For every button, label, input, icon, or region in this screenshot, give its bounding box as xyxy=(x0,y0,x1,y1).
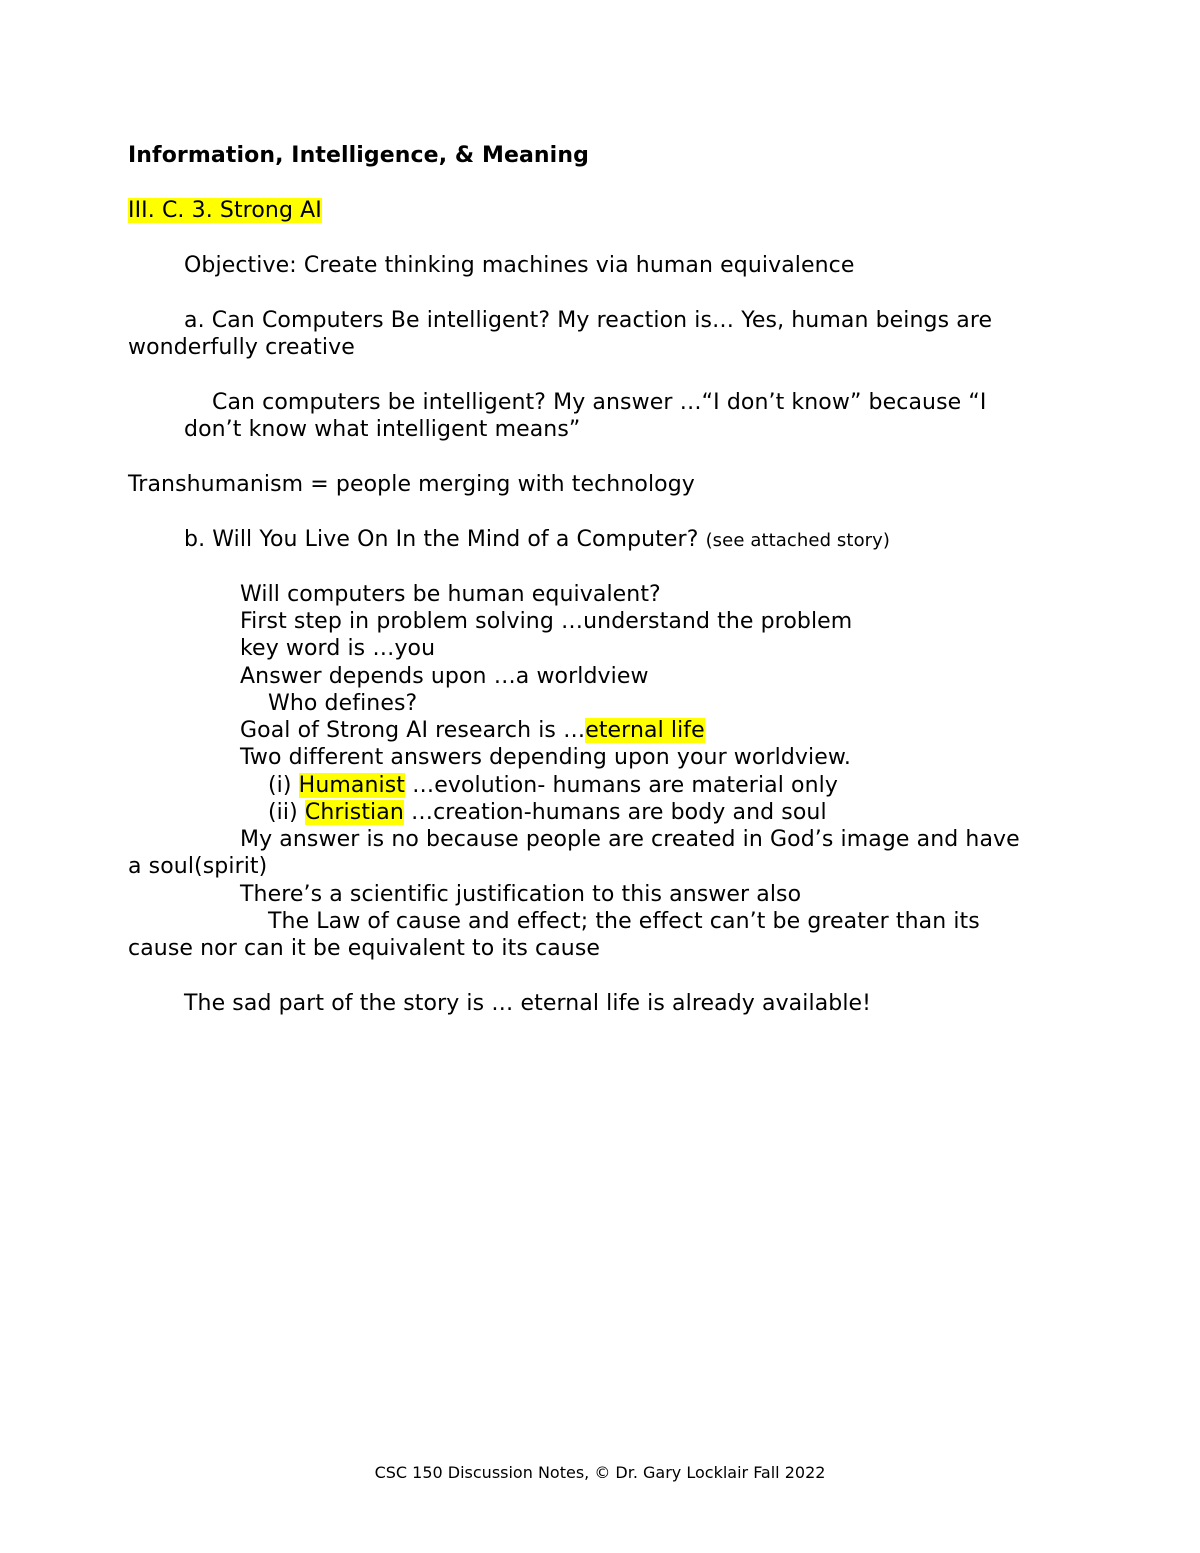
humanist-highlight: Humanist xyxy=(298,773,406,798)
humanist-prefix: (i) xyxy=(268,773,299,798)
page-footer: CSC 150 Discussion Notes, © Dr. Gary Locklair Fall 2022 xyxy=(374,1463,826,1482)
scientific-line: There’s a scientific justification to this answer also xyxy=(240,882,802,907)
goal-prefix: Goal of Strong AI research is … xyxy=(240,718,586,743)
two-answers-line: Two different answers depending upon your worldview. xyxy=(240,745,852,770)
question-line: Who defines? xyxy=(268,691,418,716)
humanist-rest: …evolution- humans are material only xyxy=(405,773,838,798)
humanist-line xyxy=(268,772,838,799)
christian-line xyxy=(268,799,827,826)
law-line1: The Law of cause and effect; the effect can’t be greater than its xyxy=(268,909,980,934)
section-heading xyxy=(128,197,322,224)
christian-prefix: (ii) xyxy=(268,800,305,825)
question-line: First step in problem solving …understand the problem xyxy=(240,609,853,634)
christian-highlight: Christian xyxy=(304,800,404,825)
transhumanism-text: Transhumanism = people merging with technology xyxy=(128,472,695,497)
question-line: key word is …you xyxy=(240,636,436,661)
point-a-line2: wonderfully creative xyxy=(128,335,355,360)
answer-line2: don’t know what intelligent means” xyxy=(184,417,581,442)
point-b-heading-text: b. Will You Live On In the Mind of a Computer? xyxy=(184,527,699,552)
document-title: Information, Intelligence, & Meaning xyxy=(128,143,589,168)
point-b-note: (see attached story) xyxy=(705,530,891,551)
christian-rest: …creation-humans are body and soul xyxy=(403,800,827,825)
point-a-line1: a. Can Computers Be intelligent? My reaction is… Yes, human beings are xyxy=(184,308,993,333)
question-line: Answer depends upon …a worldview xyxy=(240,664,649,689)
law-line2: cause nor can it be equivalent to its cause xyxy=(128,936,601,961)
section-heading-highlight: III. C. 3. Strong AI xyxy=(128,198,322,223)
goal-line xyxy=(240,717,705,744)
my-answer-line1: My answer is no because people are created in God’s image and have xyxy=(240,827,1020,852)
sad-part-line: The sad part of the story is … eternal life is already available! xyxy=(184,991,872,1016)
question-line: Will computers be human equivalent? xyxy=(240,582,661,607)
objective-text: Objective: Create thinking machines via human equivalence xyxy=(184,253,855,278)
answer-line1: Can computers be intelligent? My answer …“I don’t know” because “I xyxy=(212,390,987,415)
goal-highlight: eternal life xyxy=(585,718,705,743)
point-b-heading xyxy=(184,526,890,554)
my-answer-line2: a soul(spirit) xyxy=(128,854,268,879)
